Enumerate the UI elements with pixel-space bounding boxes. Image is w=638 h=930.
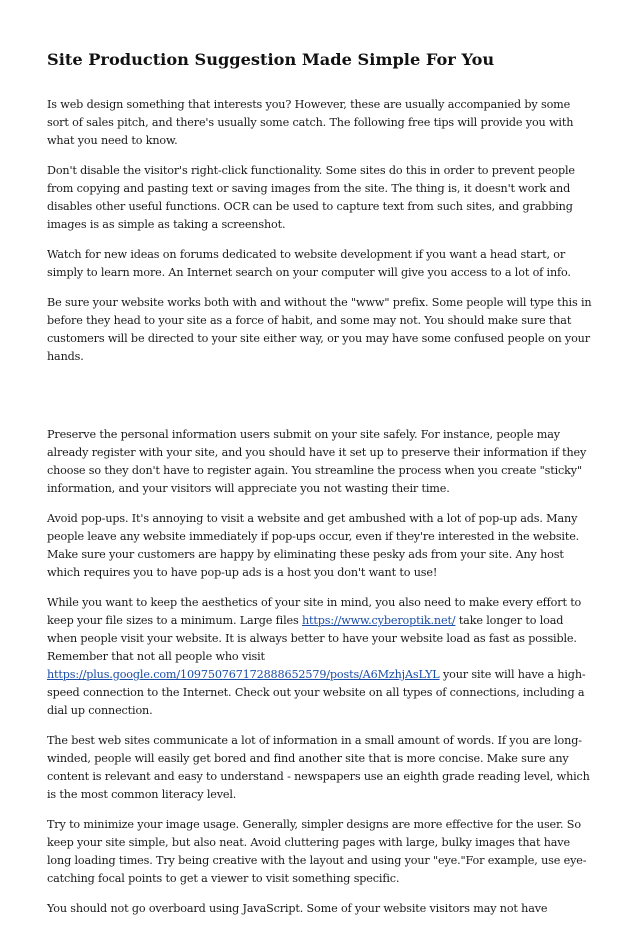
paragraph-text: your site will have a high-speed connection to the Internet. Check out your website on all types of connections, including a dial up connection.: [47, 668, 586, 717]
paragraph-gap: [47, 378, 595, 426]
paragraph-javascript: You should not go overboard using JavaScript. Some of your website visitors may not have: [47, 902, 548, 915]
paragraph-personal-info: Preserve the personal information users submit on your site safely. For instance, people may already register with your site, and you should have it set up to preserve their information if they choose so they don't have to register again. You streamline the process when you create "sticky" information, and your visitors will appreciate you not wasting their time.: [47, 428, 587, 495]
paragraph-right-click: Don't disable the visitor's right-click functionality. Some sites do this in order to prevent people from copying and pasting text or saving images from the site. The thing is, it doesn't work and disables other useful functions. OCR can be used to capture text from such sites, and grabbing images is as simple as taking a screenshot.: [47, 164, 575, 231]
paragraph-forums: Watch for new ideas on forums dedicated to website development if you want a head start, or simply to learn more. An Internet search on your computer will give you access to a lot of info.: [47, 248, 571, 279]
paragraph-image-usage: Try to minimize your image usage. Generally, simpler designs are more effective for the user. So keep your site simple, but also neat. Avoid cluttering pages with large, bulky images that have long loading times. Try being creative with the layout and using your "eye."For example, use eye-catching focal points to get a viewer to visit something specific.: [47, 818, 587, 885]
cyberoptik-link[interactable]: https://www.cyberoptik.net/: [301, 614, 456, 627]
paragraph-pop-ups: Avoid pop-ups. It's annoying to visit a website and get ambushed with a lot of pop-up ads. Many people leave any website immediately if pop-ups occur, even if they're interested in the website. Make sure your customers are happy by eliminating these pesky ads from your site. Any host which requires you to have pop-up ads is a host you don't want to use!: [47, 512, 580, 579]
paragraph-text: take longer to load when people visit your website. It is always better to have your website load as fast as possible. Remember that not all people who visit: [47, 614, 577, 663]
document-title: Site Production Suggestion Made Simple For You: [47, 50, 495, 69]
document-page: [47, 50, 595, 930]
paragraph-intro: Is web design something that interests you? However, these are usually accompanied by some sort of sales pitch, and there's usually some catch. The following free tips will provide you with what you need to know.: [47, 98, 574, 147]
paragraph-file-sizes: [47, 594, 595, 720]
paragraph-text: While you want to keep the aesthetics of your site in mind, you also need to make every effort to keep your file sizes to a minimum. Large files: [47, 596, 582, 627]
paragraph-www-prefix: Be sure your website works both with and without the "www" prefix. Some people will type this in before they head to your site as a force of habit, and some may not. You should make sure that customers will be directed to your site either way, or you may have some confused people on your hands.: [47, 296, 592, 363]
paragraph-concise-content: The best web sites communicate a lot of information in a small amount of words. If you are long-winded, people will easily get bored and find another site that is more concise. Make sure any content is relevant and easy to understand - newspapers use an eighth grade reading level, which is the most common literacy level.: [47, 734, 590, 801]
google-plus-link[interactable]: https://plus.google.com/109750767172888652579/posts/A6MzhjAsLYL: [47, 668, 440, 681]
